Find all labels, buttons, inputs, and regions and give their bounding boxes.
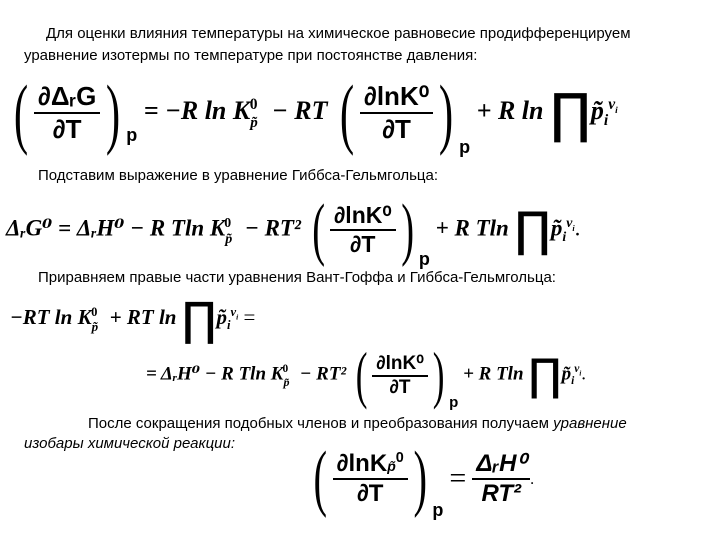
paragraph-1-line-1: Для оценки влияния температуры на химическое равновесие продифференцируем [46, 25, 631, 42]
equation-1: ( $\frac{\text{∂ΔᵣG}}{\partial T}$ ) $_p$ = −R $\ln K_{p̃}^0$ − RT ( $\frac{\text{∂lnK⁰}}{\partial T}$ ) $_p$ + R $\ln \prod p̃_i^{\nu_i}$ [13, 69, 618, 157]
eq4-mid: − RT² [299, 363, 347, 385]
eq5-end: . [530, 471, 535, 489]
eq4-subscript: p [449, 394, 459, 412]
eq1-rhs-3: + R ln [476, 95, 544, 125]
eq4-denominator: ∂T [389, 376, 411, 398]
paragraph-4-term-1: уравнение [553, 415, 627, 432]
paragraph-3: Приравняем правые части уравнения Вант-Гоффа и Гиббса-Гельмгольца: [38, 269, 556, 286]
eq5-rhs-denominator: RT² [481, 480, 522, 507]
eq2-lhs: ΔᵣG⁰ = ΔᵣH⁰ − R Tln K [6, 215, 226, 241]
eq4-numerator: ∂lnK⁰ [376, 352, 424, 374]
eq1-subscript: p [126, 124, 138, 145]
eq1-denominator-2: ∂T [382, 114, 411, 144]
eq1-denominator: ∂T [52, 114, 82, 144]
paragraph-2: Подставим выражение в уравнение Гиббса-Гельмгольца: [38, 167, 438, 184]
eq2-mid: − RT² [244, 215, 301, 241]
paragraph-4-line-2 [24, 434, 235, 453]
eq5-rhs-numerator: ΔᵣH⁰ [476, 450, 527, 477]
eq5-subscript: p [432, 500, 444, 521]
equation-4: = ΔᵣH⁰ − R Tln $K_{p̃}^0 - RT^2$ ( $\frac{\text{∂lnK⁰}}{\partial T}$ ) $_p$ + R Tln $\prod p̃_i^{\nu_i}$. [146, 339, 586, 412]
paragraph-4-line-1 [88, 414, 627, 433]
eq4-end: . [581, 363, 586, 385]
equation-3: −RT $\ln K_{p̃}^0$ + RT $\ln \prod p̃_i^{\nu_i}$ = [10, 292, 256, 346]
eq3-lhs: −RT ln K [10, 304, 92, 329]
equation-5: ( $\frac{\partial lnKp̃^0}{\partial T}$ ) $_p$ = $\frac{\text{ΔᵣH⁰}}{\text{RT²}}$ . [313, 437, 535, 521]
paragraph-1-line-2: уравнение изотермы по температуре при постоянстве давления: [24, 47, 478, 64]
eq3-end: = [243, 304, 256, 329]
eq1-numerator: ∂ΔᵣG [37, 81, 97, 111]
eq3-mid: + RT ln [109, 304, 177, 329]
eq1-rhs-2: − RT [272, 95, 328, 125]
paragraph-4-term-2: изобары химической реакции: [24, 435, 236, 452]
eq5-denominator: ∂T [356, 479, 384, 507]
eq1-subscript-2: p [459, 136, 471, 157]
eq4-rhs: + R Tln [463, 363, 524, 385]
eq5-numerator: ∂lnK [336, 449, 388, 477]
eq2-numerator: ∂lnK⁰ [333, 202, 392, 228]
eq2-end: . [574, 215, 581, 241]
eq2-subscript: p [418, 249, 430, 270]
eq2-denominator: ∂T [350, 231, 376, 257]
eq4-lhs: = ΔᵣH⁰ − R Tln K [146, 363, 284, 385]
eq1-numerator-2: ∂lnK⁰ [363, 81, 430, 111]
paragraph-4-text: После сокращения подобных членов и преобразования получаем [88, 415, 554, 432]
eq1-rhs-1: = −R ln K [143, 95, 251, 125]
eq2-rhs: + R Tln [435, 215, 509, 241]
equation-2: ΔᵣG⁰ = ΔᵣH⁰ − R Tln $K_{p̃}^0 - RT^2$ ( $\frac{\text{∂lnK⁰}}{\partial T}$ ) $_p$ + R Tln $\prod p̃_i^{\nu_i}$. [6, 191, 581, 270]
